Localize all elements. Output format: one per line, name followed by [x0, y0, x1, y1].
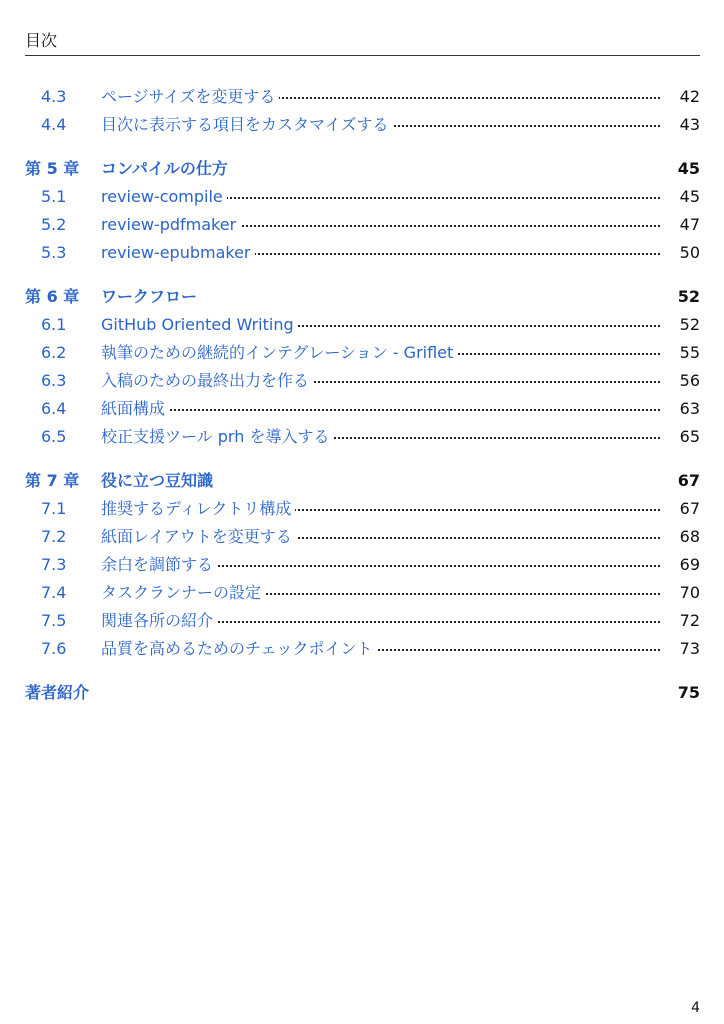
chapter-title-link[interactable]: 著者紹介: [25, 683, 93, 703]
page-ref: 63: [664, 399, 700, 419]
section-number: 5.2: [41, 215, 67, 234]
section-title-link[interactable]: review-compile: [101, 187, 227, 207]
section-title-link[interactable]: 余白を調節する: [101, 555, 217, 575]
toc-section-row[interactable]: [25, 395, 700, 423]
toc-section-row[interactable]: [25, 635, 700, 663]
page-ref: 75: [664, 683, 700, 703]
page-ref: 45: [664, 187, 700, 207]
page-ref: 47: [664, 215, 700, 235]
section-number: 7.3: [41, 555, 67, 574]
chapter-title-link[interactable]: 役に立つ豆知識: [101, 471, 217, 491]
section-number: 6.3: [41, 371, 67, 390]
section-title-link[interactable]: 入稿のための最終出力を作る: [101, 371, 313, 391]
page-ref: 69: [664, 555, 700, 575]
section-title-link[interactable]: 紙面構成: [101, 399, 169, 419]
page-ref: 65: [664, 427, 700, 447]
toc-section-row[interactable]: [25, 183, 700, 211]
toc-section-row[interactable]: [25, 83, 700, 111]
section-number: 6.4: [41, 399, 67, 418]
page-ref: 50: [664, 243, 700, 263]
section-number: 5.1: [41, 187, 67, 206]
toc-spacer: [25, 451, 700, 467]
toc-section-row[interactable]: [25, 551, 700, 579]
page-ref: 67: [664, 471, 700, 491]
section-title-link[interactable]: GitHub Oriented Writing: [101, 315, 298, 335]
toc-spacer: [25, 663, 700, 679]
chapter-title-link[interactable]: コンパイルの仕方: [101, 159, 232, 179]
page-ref: 73: [664, 639, 700, 659]
header-title: 目次: [25, 31, 58, 50]
page-ref: 43: [664, 115, 700, 135]
page-ref: 56: [664, 371, 700, 391]
section-title-link[interactable]: ページサイズを変更する: [101, 87, 279, 107]
page-ref: 72: [664, 611, 700, 631]
toc-section-row[interactable]: [25, 495, 700, 523]
chapter-number: 第 5 章: [25, 159, 80, 178]
toc-section-row[interactable]: [25, 579, 700, 607]
page-header: [25, 31, 700, 56]
table-of-contents: [25, 83, 700, 707]
chapter-number: 第 6 章: [25, 287, 80, 306]
section-title-link[interactable]: 校正支援ツール prh を導入する: [101, 427, 333, 447]
section-title-link[interactable]: 目次に表示する項目をカスタマイズする: [101, 115, 393, 135]
page-ref: 45: [664, 159, 700, 179]
chapter-number: 第 7 章: [25, 471, 80, 490]
toc-chapter-row[interactable]: [25, 679, 700, 707]
dot-leader: [101, 409, 660, 411]
section-number: 7.1: [41, 499, 67, 518]
section-number: 7.5: [41, 611, 67, 630]
section-number: 7.4: [41, 583, 67, 602]
page-number: 4: [691, 1000, 700, 1016]
page-ref: 67: [664, 499, 700, 519]
section-title-link[interactable]: review-epubmaker: [101, 243, 255, 263]
page-ref: 70: [664, 583, 700, 603]
toc-section-row[interactable]: [25, 423, 700, 451]
page-ref: 68: [664, 527, 700, 547]
toc-spacer: [25, 267, 700, 283]
toc-chapter-row[interactable]: [25, 155, 700, 183]
section-number: 6.5: [41, 427, 67, 446]
toc-section-row[interactable]: [25, 211, 700, 239]
section-title-link[interactable]: review-pdfmaker: [101, 215, 240, 235]
section-number: 7.2: [41, 527, 67, 546]
toc-section-row[interactable]: [25, 239, 700, 267]
section-title-link[interactable]: タスクランナーの設定: [101, 583, 265, 603]
section-number: 6.1: [41, 315, 67, 334]
section-title-link[interactable]: 紙面レイアウトを変更する: [101, 527, 296, 547]
section-number: 7.6: [41, 639, 67, 658]
toc-section-row[interactable]: [25, 311, 700, 339]
section-title-link[interactable]: 品質を高めるためのチェックポイント: [101, 639, 377, 659]
toc-chapter-row[interactable]: [25, 283, 700, 311]
page-ref: 52: [664, 287, 700, 307]
toc-section-row[interactable]: [25, 607, 700, 635]
section-title-link[interactable]: 推奨するディレクトリ構成: [101, 499, 295, 519]
toc-chapter-row[interactable]: [25, 467, 700, 495]
page-ref: 55: [664, 343, 700, 363]
section-number: 4.4: [41, 115, 67, 134]
page-ref: 42: [664, 87, 700, 107]
section-number: 6.2: [41, 343, 67, 362]
toc-spacer: [25, 139, 700, 155]
toc-section-row[interactable]: [25, 339, 700, 367]
section-title-link[interactable]: 関連各所の紹介: [101, 611, 217, 631]
toc-section-row[interactable]: [25, 111, 700, 139]
toc-section-row[interactable]: [25, 523, 700, 551]
toc-section-row[interactable]: [25, 367, 700, 395]
chapter-title-link[interactable]: ワークフロー: [101, 287, 201, 307]
section-number: 4.3: [41, 87, 67, 106]
page-ref: 52: [664, 315, 700, 335]
section-number: 5.3: [41, 243, 67, 262]
section-title-link[interactable]: 執筆のための継続的インテグレーション - Griflet: [101, 343, 457, 363]
